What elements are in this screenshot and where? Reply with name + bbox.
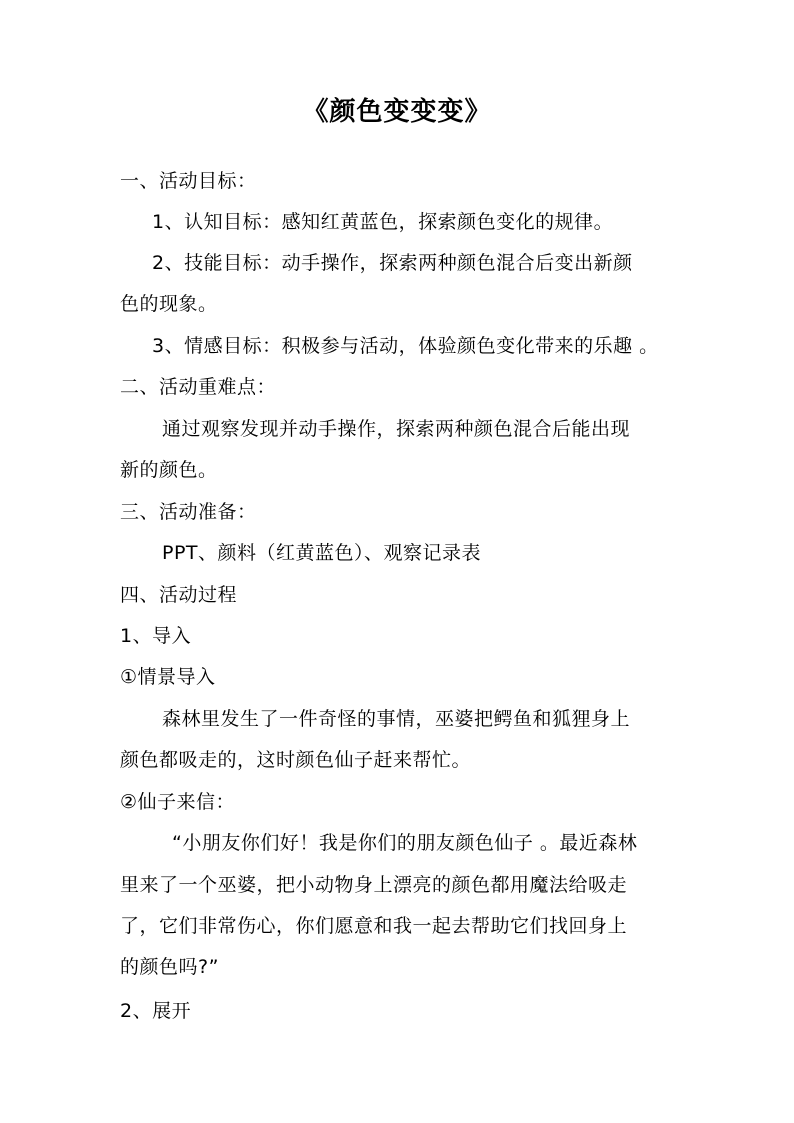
paragraph-line: 新的颜色。 (120, 459, 218, 481)
section-heading-objectives: 一、活动目标： (120, 170, 257, 192)
subsection-heading: ②仙子来信： (120, 791, 236, 813)
subsection-heading: 1、导入 (120, 625, 192, 647)
paragraph-line: 颜色都吸走的，这时颜色仙子赶来帮忙。 (120, 749, 472, 771)
section-heading-preparation: 三、活动准备： (120, 501, 257, 523)
subsection-heading: 2、展开 (120, 1000, 192, 1022)
paragraph-line: PPT、颜料（红黄蓝色）、观察记录表 (162, 542, 482, 564)
document-title: 《颜色变变变》 (302, 97, 492, 127)
paragraph-line: 的颜色吗?” (120, 956, 219, 978)
paragraph-line: 里来了一个巫婆，把小动物身上漂亮的颜色都用魔法给吸走 (120, 874, 628, 896)
section-heading-process: 四、活动过程 (120, 584, 238, 606)
subsection-heading: ①情景导入 (120, 666, 216, 688)
paragraph-line: 森林里发生了一件奇怪的事情，巫婆把鳄鱼和狐狸身上 (162, 708, 631, 730)
paragraph-line: 色的现象。 (120, 293, 218, 315)
paragraph-line: “小朋友你们好！我是你们的朋友颜色仙子 。最近森林 (172, 832, 638, 854)
section-heading-key-points: 二、活动重难点： (120, 376, 277, 398)
paragraph-line: 1、认知目标：感知红黄蓝色，探索颜色变化的规律。 (152, 211, 614, 233)
paragraph-line: 了，它们非常伤心，你们愿意和我一起去帮助它们找回身上 (120, 915, 628, 937)
paragraph-line: 3、情感目标：积极参与活动，体验颜色变化带来的乐趣 。 (152, 335, 659, 357)
paragraph-line: 通过观察发现并动手操作，探索两种颜色混合后能出现 (162, 418, 631, 440)
paragraph-line: 2、技能目标：动手操作，探索两种颜色混合后变出新颜 (152, 252, 633, 274)
